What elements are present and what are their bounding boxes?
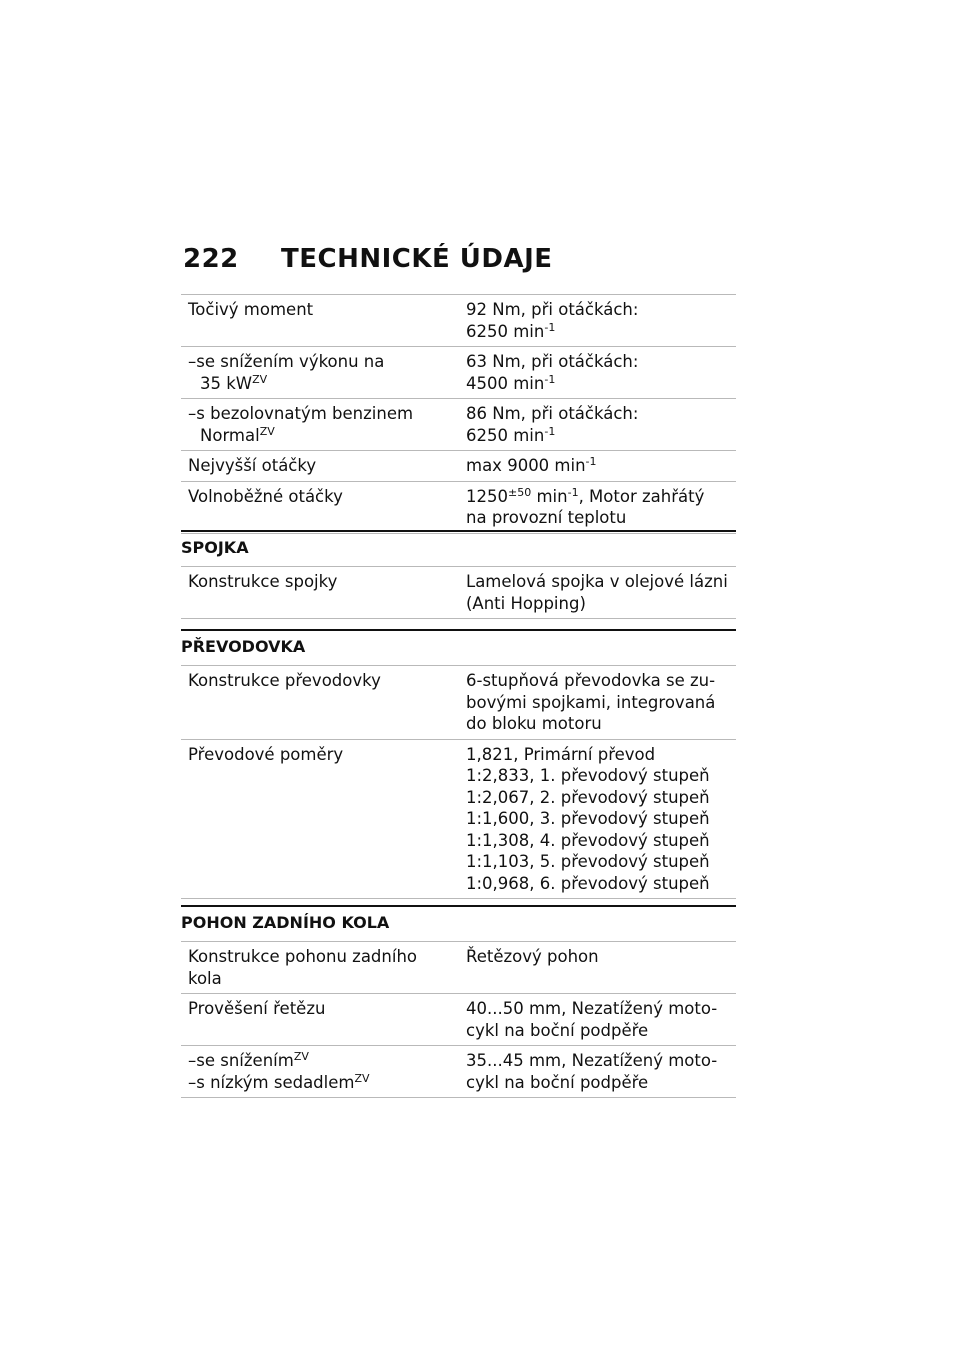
spec-label: Volnoběžné otáčky bbox=[181, 481, 459, 533]
table-row bbox=[181, 451, 736, 482]
section-title: PŘEVODOVKA bbox=[181, 629, 736, 665]
pohon-section bbox=[181, 889, 736, 1098]
spec-label: Konstrukce spojky bbox=[181, 567, 459, 619]
spec-label: Prověšení řetězu bbox=[181, 994, 459, 1046]
spec-value: Řetězový pohon bbox=[459, 942, 736, 994]
spec-label: Převodové poměry bbox=[181, 739, 459, 899]
spec-value: 86 Nm, při otáčkách: 6250 $\min^{-1}$ bbox=[459, 399, 736, 451]
page-title: TECHNICKÉ ÚDAJE bbox=[281, 244, 553, 274]
spec-value: 6-stupňová převodovka se zu- bovými spojkami, integrovaná do bloku motoru bbox=[459, 666, 736, 740]
spec-label: Nejvyšší otáčky bbox=[181, 451, 459, 482]
motor-table bbox=[181, 294, 736, 534]
spec-value: Lamelová spojka v olejové lázni (Anti Hopping) bbox=[459, 567, 736, 619]
motor-section bbox=[181, 294, 736, 534]
spec-value: 92 Nm, při otáčkách: 6250 $\min^{-1}$ bbox=[459, 295, 736, 347]
pohon-table bbox=[181, 941, 736, 1098]
spec-value: 1,821, Primární převod 1:2,833, 1. převodový stupeň 1:2,067, 2. převodový stupeň 1:1,600, 3. převodový stupeň 1:1,308, 4. převodový stupeň 1:1,103, 5. převodový stupeň 1:0,968, 6. převodový stupeň bbox=[459, 739, 736, 899]
section-title: SPOJKA bbox=[181, 530, 736, 566]
spec-label: –s bezolovnatým benzinem Normal$^{ZV}$ bbox=[181, 399, 459, 451]
table-row bbox=[181, 1046, 736, 1098]
spec-label: Konstrukce převodovky bbox=[181, 666, 459, 740]
spec-value: $1250^{\pm 50}$ $\min^{-1}$, Motor zahřátý na provozní teplotu bbox=[459, 481, 736, 533]
table-row bbox=[181, 567, 736, 619]
prevodovka-table bbox=[181, 665, 736, 899]
spec-label: –se snížením$^{ZV}$ –s nízkým sedadlem$^{ZV}$ bbox=[181, 1046, 459, 1098]
table-row bbox=[181, 399, 736, 451]
spec-value: 63 Nm, při otáčkách: 4500 $\min^{-1}$ bbox=[459, 347, 736, 399]
prevodovka-section bbox=[181, 613, 736, 899]
page-number: 222 bbox=[183, 244, 239, 274]
table-row bbox=[181, 347, 736, 399]
spec-label: –se snížením výkonu na 35 $kW^{ZV}$ bbox=[181, 347, 459, 399]
table-row bbox=[181, 295, 736, 347]
table-row bbox=[181, 942, 736, 994]
section-title: POHON ZADNÍHO KOLA bbox=[181, 905, 736, 941]
spojka-table bbox=[181, 566, 736, 619]
table-row bbox=[181, 994, 736, 1046]
spec-label: Konstrukce pohonu zadního kola bbox=[181, 942, 459, 994]
spec-value: 40...50 mm, Nezatížený moto- cykl na boční podpěře bbox=[459, 994, 736, 1046]
page-header bbox=[183, 244, 553, 274]
table-row bbox=[181, 666, 736, 740]
table-row bbox=[181, 739, 736, 899]
spec-value: max 9000 $\min^{-1}$ bbox=[459, 451, 736, 482]
spec-label: Točivý moment bbox=[181, 295, 459, 347]
spec-value: 35...45 mm, Nezatížený moto- cykl na boční podpěře bbox=[459, 1046, 736, 1098]
spojka-section bbox=[181, 514, 736, 619]
